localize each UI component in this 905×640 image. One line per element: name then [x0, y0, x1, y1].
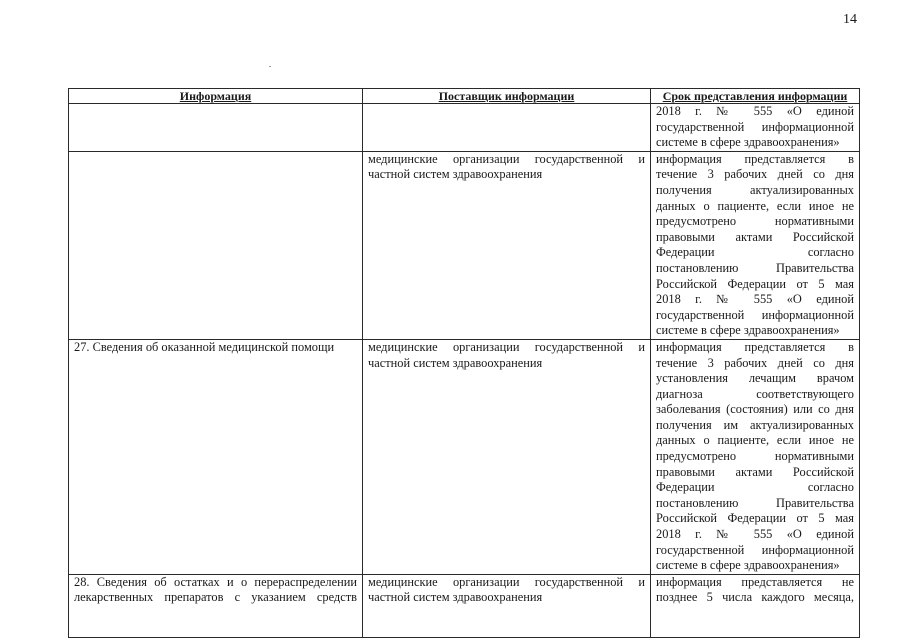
cell-information	[69, 151, 363, 339]
deadline-line: получения актуализированных	[656, 182, 854, 197]
header-deadline: Срок представления информации	[651, 89, 860, 104]
cell-deadline	[651, 339, 860, 574]
scan-speck	[269, 66, 271, 67]
provider-line: частной систем здравоохранения	[368, 590, 543, 605]
deadline-line: заболевания (состояния) или со дня	[656, 402, 854, 417]
deadline-line: позднее 5 числа каждого месяца,	[656, 590, 854, 605]
cell-provider	[363, 151, 651, 339]
cell-provider	[363, 104, 651, 152]
deadline-line: 2018 г. № 555 «О единой	[656, 104, 854, 118]
deadline-line: государственной информационной	[656, 542, 854, 557]
header-information: Информация	[69, 89, 363, 104]
deadline-line: данных о пациенте, если иное не	[656, 198, 854, 213]
deadline-line: диагноза соответствующего	[656, 386, 854, 401]
deadline-line: Федерации согласно	[656, 480, 854, 495]
provider-line: частной систем здравоохранения	[368, 355, 543, 370]
deadline-line: 2018 г. № 555 «О единой	[656, 527, 854, 542]
provider-line: медицинские организации государственной и	[368, 574, 645, 589]
deadline-line: 2018 г. № 555 «О единой	[656, 292, 854, 307]
deadline-line: системе в сфере здравоохранения»	[656, 558, 840, 573]
deadline-line: правовыми актами Российской	[656, 464, 854, 479]
deadline-line: постановлению Правительства	[656, 495, 854, 510]
page-number: 14	[843, 12, 857, 27]
deadline-line: правовыми актами Российской	[656, 229, 854, 244]
deadline-line: получения им актуализированных	[656, 417, 854, 432]
cell-information: 27. Сведения об оказанной медицинской помощи	[69, 339, 363, 574]
cell-deadline	[651, 574, 860, 637]
info-line: 28. Сведения об остатках и о перераспределении	[74, 574, 357, 589]
cell-deadline	[651, 104, 860, 152]
deadline-line: предусмотрено нормативными	[656, 449, 854, 464]
deadline-line: течение 3 рабочих дней со дня	[656, 355, 854, 370]
cell-information	[69, 104, 363, 152]
deadline-line: информация представляется в	[656, 339, 854, 354]
deadline-line: Федерации согласно	[656, 245, 854, 260]
deadline-line: Российской Федерации от 5 мая	[656, 511, 854, 526]
header-provider: Поставщик информации	[363, 89, 651, 104]
cell-provider	[363, 339, 651, 574]
table-row	[69, 574, 860, 637]
table-header-row	[69, 89, 860, 104]
cell-provider	[363, 574, 651, 637]
info-line: лекарственных препаратов с указанием средств	[74, 590, 357, 605]
deadline-line: государственной информационной	[656, 119, 854, 134]
deadline-line: Российской Федерации от 5 мая	[656, 276, 854, 291]
table-row	[69, 339, 860, 574]
table-row	[69, 151, 860, 339]
provider-line: медицинские организации государственной и	[368, 151, 645, 166]
data-table	[68, 88, 860, 638]
deadline-line: государственной информационной	[656, 307, 854, 322]
deadline-line: данных о пациенте, если иное не	[656, 433, 854, 448]
deadline-line: постановлению Правительства	[656, 260, 854, 275]
deadline-line: установления лечащим врачом	[656, 371, 854, 386]
deadline-line: информация представляется в	[656, 151, 854, 166]
cell-deadline	[651, 151, 860, 339]
deadline-line: предусмотрено нормативными	[656, 214, 854, 229]
provider-line: медицинские организации государственной и	[368, 339, 645, 354]
deadline-line: течение 3 рабочих дней со дня	[656, 167, 854, 182]
deadline-line: системе в сфере здравоохранения»	[656, 323, 840, 338]
cell-information	[69, 574, 363, 637]
table-row	[69, 104, 860, 152]
deadline-line: системе в сфере здравоохранения»	[656, 135, 840, 150]
provider-line: частной систем здравоохранения	[368, 167, 543, 182]
deadline-line: информация представляется не	[656, 574, 854, 589]
